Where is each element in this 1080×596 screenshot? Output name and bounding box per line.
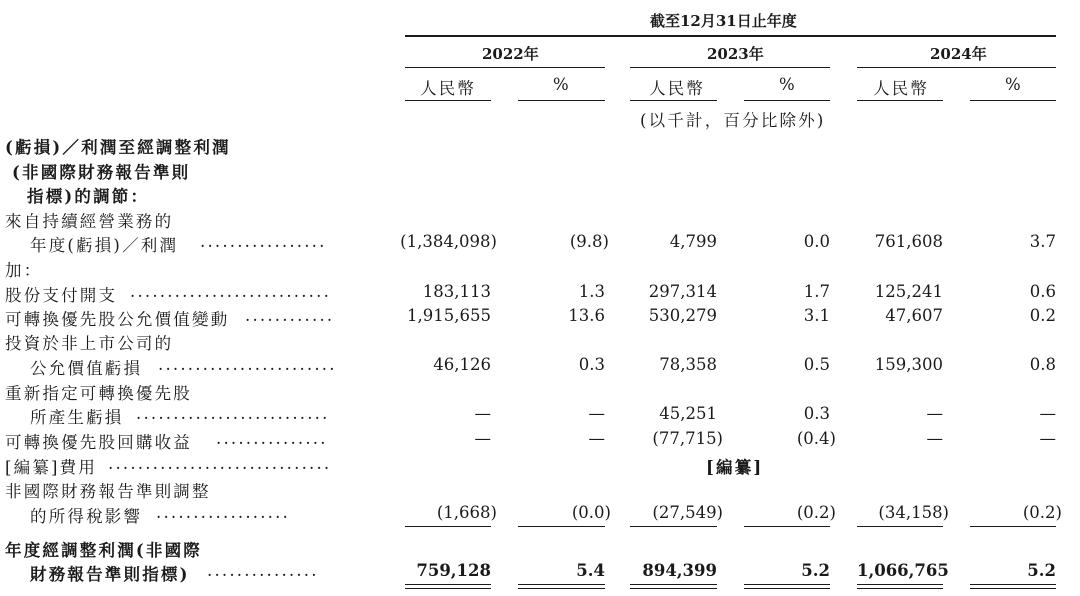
section-title-line2: (非國際財務報告準則	[12, 163, 191, 182]
subtotal-rule	[744, 526, 830, 527]
total-double-rule	[405, 584, 491, 589]
cell-2022-rmb: (1,668)	[436, 503, 497, 522]
total-double-rule	[970, 584, 1056, 589]
total-2024-rmb: 1,066,765	[857, 561, 949, 580]
leader-dots: ..................	[156, 503, 291, 522]
col-rule	[970, 100, 1056, 101]
row-label: 投資於非上市公司的	[5, 334, 174, 353]
subtotal-rule	[405, 526, 491, 527]
row-label: 股份支付開支	[5, 286, 118, 305]
redacted-value: [編纂]	[706, 458, 764, 477]
cell-2022-pct: (9.8)	[569, 232, 609, 251]
leader-dots: ..........................	[136, 404, 330, 423]
year-2022: 2022年	[482, 45, 539, 63]
total-label: 年度經調整利潤(非國際	[5, 541, 203, 560]
cell-2022-rmb: 46,126	[433, 355, 491, 374]
subtotal-rule	[857, 526, 943, 527]
cell-2023-pct: (0.2)	[796, 503, 836, 522]
cell-2024-rmb: (34,158)	[878, 503, 949, 522]
cell-2023-pct: 0.3	[803, 404, 830, 423]
cell-2022-pct: (0.0)	[571, 503, 611, 522]
cell-2024-rmb: 159,300	[874, 355, 943, 374]
year-2023: 2023年	[707, 45, 764, 63]
section-title-line1: (虧損)／利潤至經調整利潤	[5, 138, 231, 157]
col-rule	[405, 100, 491, 101]
cell-2022-rmb: 1,915,655	[407, 306, 491, 325]
section-title-line3: 指標)的調節：	[27, 187, 150, 206]
cell-2024-pct: 0.8	[1029, 355, 1056, 374]
subtotal-rule	[970, 526, 1056, 527]
cell-2024-rmb: 47,607	[885, 306, 943, 325]
cell-2023-pct: 1.7	[803, 282, 830, 301]
cell-2023-pct: 0.5	[803, 355, 830, 374]
row-label: 重新指定可轉換優先股	[5, 384, 192, 403]
cell-2023-rmb: 530,279	[648, 306, 717, 325]
row-label: 可轉換優先股回購收益	[5, 433, 192, 452]
row-label: 所產生虧損	[30, 408, 124, 427]
year-2024: 2024年	[930, 45, 987, 63]
leader-dots: .................	[200, 232, 327, 251]
col-rmb-2023: 人民幣	[649, 79, 706, 98]
cell-2024-rmb: —	[926, 404, 943, 423]
col-rule	[744, 100, 830, 101]
row-label: 非國際財務報告準則調整	[5, 482, 211, 501]
leader-dots: ............	[245, 306, 335, 325]
cell-2022-rmb: 183,113	[422, 282, 491, 301]
row-label: 來自持續經營業務的	[5, 212, 174, 231]
period-title: 截至12月31日止年度	[650, 12, 797, 30]
cell-2022-pct: 13.6	[568, 306, 605, 325]
cell-2023-pct: 0.0	[803, 232, 830, 251]
col-rule	[857, 100, 943, 101]
cell-2024-pct: —	[1039, 429, 1056, 448]
col-pct-2022: %	[553, 75, 571, 94]
cell-2022-rmb: —	[474, 429, 491, 448]
leader-dots: ...............	[207, 561, 319, 580]
cell-2022-rmb: (1,384,098)	[400, 232, 497, 251]
cell-2024-pct: 0.2	[1029, 306, 1056, 325]
total-2022-pct: 5.4	[576, 561, 605, 580]
row-label: [編纂]費用	[5, 458, 98, 477]
col-rmb-2024: 人民幣	[873, 79, 930, 98]
cell-2022-pct: 0.3	[578, 355, 605, 374]
cell-2024-rmb: 761,608	[874, 232, 943, 251]
col-rule	[518, 100, 605, 101]
cell-2024-pct: 0.6	[1029, 282, 1056, 301]
cell-2024-pct: (0.2)	[1022, 503, 1062, 522]
leader-dots: ..............................	[108, 454, 332, 473]
total-double-rule	[518, 584, 605, 589]
row-label: 可轉換優先股公允價值變動	[5, 310, 230, 329]
leader-dots: ...............	[216, 429, 328, 448]
col-pct-2024: %	[1005, 75, 1023, 94]
total-double-rule	[857, 584, 943, 589]
cell-2022-rmb: —	[474, 404, 491, 423]
cell-2023-rmb: 297,314	[648, 282, 717, 301]
unit-note: (以千計，百分比除外)	[640, 111, 826, 130]
cell-2023-rmb: 78,358	[659, 355, 717, 374]
cell-2024-pct: 3.7	[1029, 232, 1056, 251]
subtotal-rule	[630, 526, 717, 527]
leader-dots: ...........................	[130, 282, 332, 301]
cell-2023-rmb: 45,251	[659, 404, 717, 423]
cell-2022-pct: —	[588, 404, 605, 423]
total-2023-rmb: 894,399	[642, 561, 717, 580]
col-rule	[630, 100, 717, 101]
row-label: 加：	[5, 261, 43, 280]
total-2022-rmb: 759,128	[416, 561, 491, 580]
total-double-rule	[744, 584, 830, 589]
cell-2023-pct: (0.4)	[796, 429, 836, 448]
cell-2022-pct: 1.3	[578, 282, 605, 301]
cell-2023-pct: 3.1	[803, 306, 830, 325]
cell-2023-rmb: (27,549)	[652, 503, 723, 522]
cell-2024-rmb: 125,241	[874, 282, 943, 301]
col-rmb-2022: 人民幣	[420, 79, 477, 98]
cell-2024-pct: —	[1039, 404, 1056, 423]
subtotal-rule	[518, 526, 605, 527]
row-label: 的所得稅影響	[30, 507, 143, 526]
total-2024-pct: 5.2	[1027, 561, 1056, 580]
total-label: 財務報告準則指標)	[30, 565, 190, 584]
cell-2023-rmb: 4,799	[669, 232, 717, 251]
cell-2023-rmb: (77,715)	[652, 429, 723, 448]
total-2023-pct: 5.2	[801, 561, 830, 580]
row-label: 公允價值虧損	[30, 359, 143, 378]
cell-2022-pct: —	[588, 429, 605, 448]
header-rule	[405, 35, 1056, 37]
row-label: 年度(虧損)／利潤	[30, 236, 179, 255]
cell-2024-rmb: —	[926, 429, 943, 448]
leader-dots: ........................	[158, 355, 337, 374]
year-rule-2022	[405, 67, 605, 68]
total-double-rule	[630, 584, 717, 589]
year-rule-2023	[630, 67, 830, 68]
col-pct-2023: %	[779, 75, 797, 94]
year-rule-2024	[857, 67, 1056, 68]
